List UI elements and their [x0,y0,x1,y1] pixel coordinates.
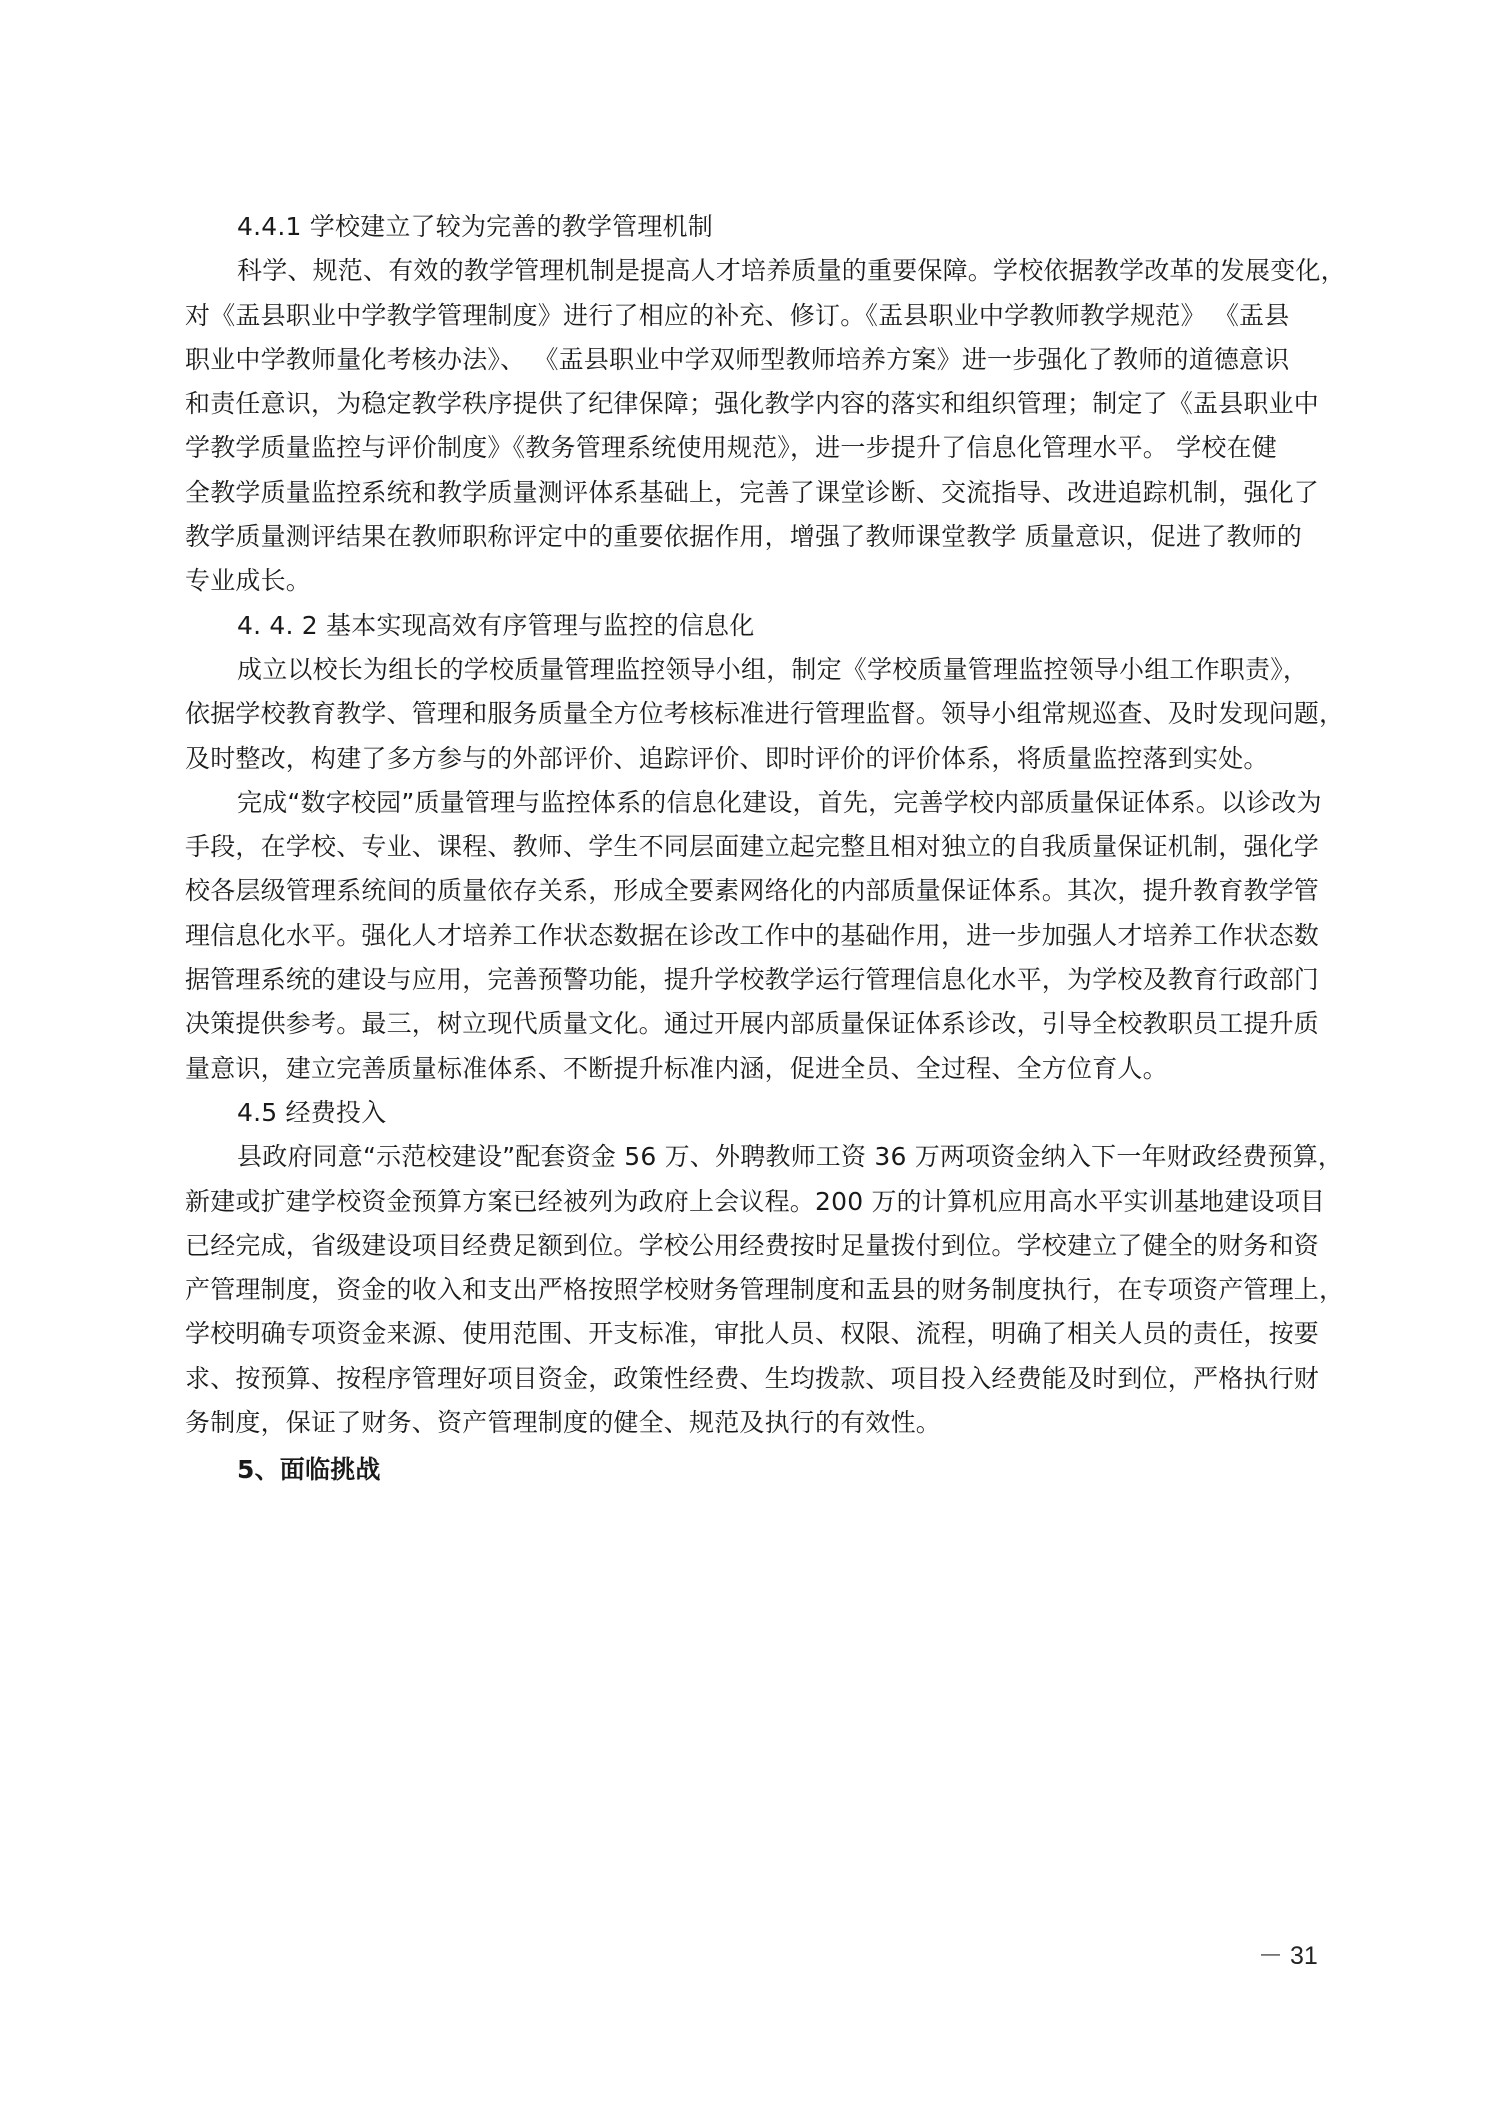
document-body [185,205,1400,1493]
paragraph-line: 职业中学教师量化考核办法》、 《盂县职业中学双师型教师培养方案》进一步强化了教师的道德意识 [185,344,1290,374]
paragraph-line: 求、按预算、按程序管理好项目资金，政策性经费、生均拨款、项目投入经费能及时到位，严格执行财 [185,1363,1320,1393]
paragraph-line: 校各层级管理系统间的质量依存关系，形成全要素网络化的内部质量保证体系。其次，提升教育教学管 [185,876,1320,906]
paragraph-line: 完成“数字校园”质量管理与监控体系的信息化建设，首先，完善学校内部质量保证体系。以诊改为 [237,787,1322,817]
section-heading-4-4-1: 4.4.1 学校建立了较为完善的教学管理机制 [237,212,713,241]
paragraph-line: 学教学质量监控与评价制度》《教务管理系统使用规范》，进一步提升了信息化管理水平。 学校在健 [185,433,1277,463]
paragraph-line: 学校明确专项资金来源、使用范围、开支标准，审批人员、权限、流程，明确了相关人员的责任，按要 [185,1319,1320,1349]
section-heading-4-5: 4.5 经费投入 [237,1097,387,1127]
paragraph-line: 已经完成，省级建设项目经费足额到位。学校公用经费按时足量拨付到位。学校建立了健全的财务和资 [185,1230,1320,1260]
section-heading-4-4-2: 4. 4. 2 基本实现高效有序管理与监控的信息化 [237,610,755,640]
paragraph-line: 产管理制度，资金的收入和支出严格按照学校财务管理制度和盂县的财务制度执行，在专项资产管理上， [185,1275,1345,1305]
paragraph-line: 据管理系统的建设与应用，完善预警功能，提升学校教学运行管理信息化水平，为学校及教育行政部门 [185,965,1320,995]
paragraph-line: 和责任意识，为稳定教学秩序提供了纪律保障；强化教学内容的落实和组织管理；制定了《盂县职业中 [185,389,1320,419]
paragraph-line: 县政府同意“示范校建设”配套资金 56 万、外聘教师工资 36 万两项资金纳入下一年财政经费预算， [237,1142,1344,1172]
paragraph-line: 全教学质量监控系统和教学质量测评体系基础上，完善了课堂诊断、交流指导、改进追踪机制，强化了 [185,477,1320,507]
paragraph-line: 决策提供参考。最三，树立现代质量文化。通过开展内部质量保证体系诊改，引导全校教职员工提升质 [185,1009,1320,1039]
paragraph-line: 依据学校教育教学、管理和服务质量全方位考核标准进行管理监督。领导小组常规巡查、及时发现问题， [185,699,1345,729]
paragraph-line: 务制度，保证了财务、资产管理制度的健全、规范及执行的有效性。 [185,1408,942,1438]
paragraph-line: 专业成长。 [185,566,312,596]
paragraph-line: 理信息化水平。强化人才培养工作状态数据在诊改工作中的基础作用，进一步加强人才培养工作状态数 [185,920,1320,950]
paragraph-line: 及时整改，构建了多方参与的外部评价、追踪评价、即时评价的评价体系，将质量监控落到实处。 [185,743,1269,773]
paragraph-line: 新建或扩建学校资金预算方案已经被列为政府上会议程。200 万的计算机应用高水平实训基地建设项目 [185,1186,1326,1216]
paragraph-line: 成立以校长为组长的学校质量管理监控领导小组，制定《学校质量管理监控领导小组工作职责》， [237,654,1309,684]
section-heading-5: 5、面临挑战 [237,1455,381,1485]
paragraph-line: 科学、规范、有效的教学管理机制是提高人才培养质量的重要保障。学校依据教学改革的发展变化， [237,256,1346,286]
paragraph-line: 教学质量测评结果在教师职称评定中的重要依据作用，增强了教师课堂教学 质量意识，促进了教师的 [185,522,1302,552]
page-number: － 31 [1258,1942,1318,1970]
paragraph-line: 量意识，建立完善质量标准体系、不断提升标准内涵，促进全员、全过程、全方位育人。 [185,1053,1168,1083]
paragraph-line: 对《盂县职业中学教学管理制度》进行了相应的补充、修订。《盂县职业中学教师教学规范》 《盂县 [185,300,1290,330]
paragraph-line: 手段，在学校、专业、课程、教师、学生不同层面建立起完整且相对独立的自我质量保证机制，强化学 [185,832,1320,862]
